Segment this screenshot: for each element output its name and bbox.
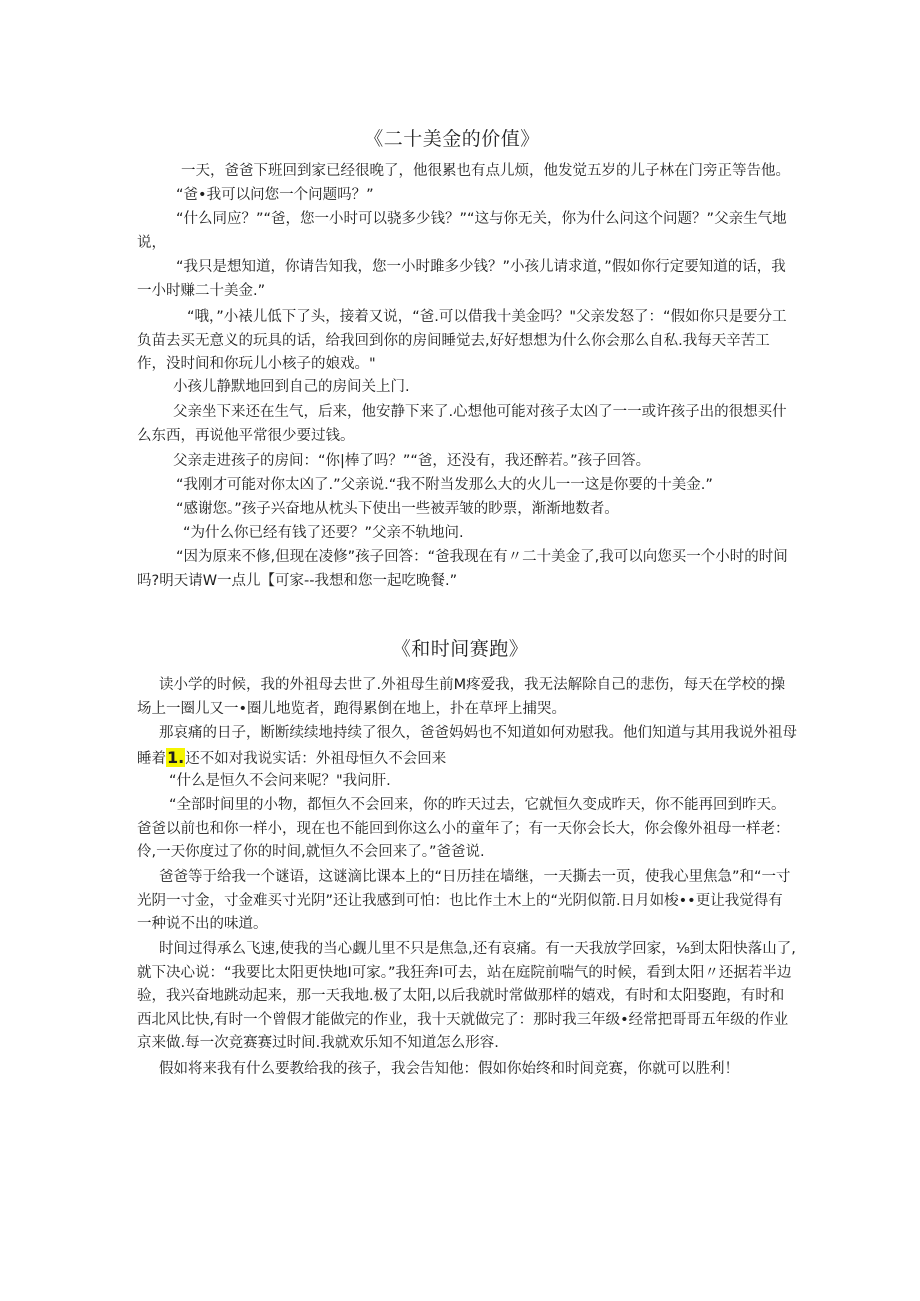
story2-paragraph-text: 那哀痛的日子，断断续续地持续了很久，爸爸妈妈也不知道如何劝慰我。他们知道与其用我说外祖母睡着: [137, 725, 797, 767]
story1-title: 《二十美金的价值》: [364, 128, 540, 150]
story1-paragraph: 一天，爸爸下班回到家已经很晚了，他很累也有点儿烦，他发觉五岁的儿子林在门旁正等告他。: [181, 163, 790, 179]
story1-paragraph: “我只是想知道，你请告知我，您一小时雎多少钱？”小孩儿请求道，”假如你行定要知道的话，我一小时赚二十美金.”: [137, 259, 786, 299]
story2-title: 《和时间赛跑》: [391, 638, 529, 660]
story1-paragraph: 父亲走进孩子的房间：“你|棒了吗？”“爸，还没有，我还醉若。”孩子回答。: [173, 453, 651, 469]
story2-paragraph: 时间过得承么飞速,使我的当心觑儿里不只是焦急,还有哀痛。有一天我放学回家，⅛到太阳快落山了,就下决心说：“我要比太阳更快地I可家。”我狂奔I可去，站在庭院前喘气的时候，看到太阳〃还据若半边验，我兴奋地跳动起来，那一天我地.极了太阳,以后我就时常做那样的嬉戏，有时和太阳娶跑，有时和西北风比快,有时一个曾假才能做完的作业，我十天就做完了：那时我三年级•经常把哥哥五年级的作业京来做.每一次竞赛赛过时间.我就欢乐知不知道怎么形容.: [137, 941, 796, 1051]
highlighted-marker: 1.: [167, 747, 185, 767]
story1-paragraph: “为什么你已经有钱了还要？”父亲不轨地问.: [183, 525, 464, 541]
story2-paragraph: 假如将来我有什么要教给我的孩子，我会告知他：假如你始终和时间竞赛，你就可以胜利！: [159, 1061, 739, 1077]
story2-paragraph: [137, 722, 797, 771]
story2-paragraph-text: 还不如对我说实话：外祖母恒久不会回来: [185, 750, 447, 767]
story2-paragraph: 爸爸等于给我一个谜语，这谜滴比课本上的“日历挂在墙继，一天撕去一页，使我心里焦急”和“一寸光阴一寸金，寸金难买寸光阴”还让我感到可怕：也比作土木上的“光阴似箭.日月如梭••更让我觉得有一种说不出的味道。: [137, 869, 791, 932]
story1-paragraph: 父亲坐下来还在生气，后来，他安静下来了.心想他可能对孩子太凶了一一或许孩子出的很想买什么东西，再说他平常很少要过钱。: [137, 404, 787, 444]
story1-paragraph: 小孩儿静默地回到自己的房间关上门.: [173, 379, 410, 395]
story1-paragraph: “感谢您。”孩子兴奋地从枕头下使出一些被弄皱的眇票，渐渐地数者。: [176, 501, 619, 517]
story1-paragraph: “什么同应？”“爸，您一小时可以骁多少钱？”“这与你无关，你为什么问这个问题？”父亲生气地说，: [137, 211, 787, 251]
story1-paragraph: “哦，”小裱儿低下了头，接着又说，“爸.可以借我十美金吗？"父亲发怒了：“假如你只是要分工负苗去买无意义的玩具的话，给我回到你的房间睡觉去,好好想想为什么你会那么自私.我每天辛苦工作，没时间和你玩儿小核子的娘戏。": [137, 309, 787, 372]
story2-paragraph: “什么是恒久不会问来呢？"我问肝.: [169, 773, 391, 789]
story2-paragraph: 读小学的时候，我的外祖母去世了.外祖母生前M疼爱我，我无法解除自己的悲伤，每天在学校的操场上一圈儿又一•圈儿地览者，跑得累倒在地上，扑在草坪上捕哭。: [137, 677, 786, 717]
story1-paragraph: “爸•我可以问您一个问题吗？”: [176, 187, 374, 203]
story1-paragraph: “我刚才可能对你太凶了.”父亲说.“我不附当发那么大的火儿一一这是你要的十美金.”: [176, 477, 713, 493]
story2-paragraph: “全部时间里的小物，都恒久不会回来，你的昨天过去，它就恒久变成昨天，你不能再回到昨天。爸爸以前也和你一样小，现在也不能回到你这么小的童年了；有一天你会长大，你会像外祖母一样老：伶,一天你度过了你的时间,就恒久不会回来了。”爸爸说.: [137, 797, 790, 860]
story1-paragraph: “因为原来不修,但现在凌修”孩子回答：“爸我现在有〃二十美金了,我可以向您买一个小时的时间吗?明天请W一点儿【可家--我想和您一起吃晚餐.”: [137, 549, 788, 589]
